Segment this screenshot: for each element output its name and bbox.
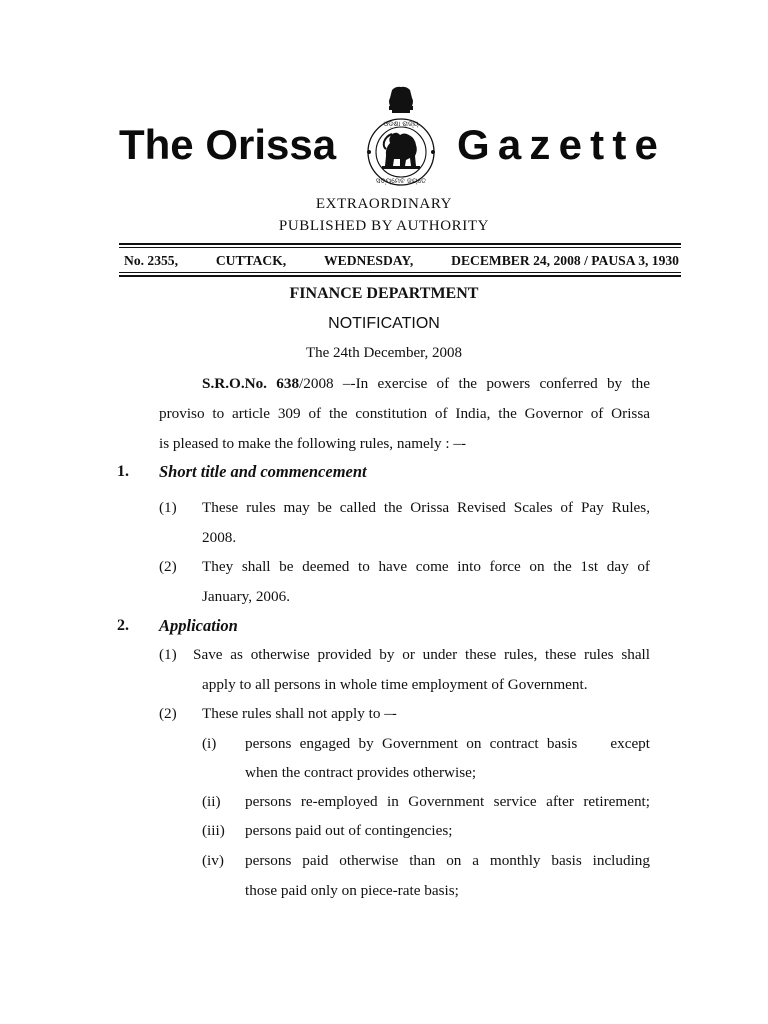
s1-clause-1-line-1: These rules may be called the Orissa Revised Scales of Pay Rules, <box>202 499 650 516</box>
header-rule-bottom-thin <box>119 272 681 273</box>
s1-clause-2-number: (2) <box>159 558 177 575</box>
preamble-line-3: is pleased to make the following rules, namely : –- <box>159 435 467 452</box>
section-2-title: Application <box>159 616 238 635</box>
s1-clause-1-line-2: 2008. <box>202 529 237 546</box>
s2-clause-1-line-2: apply to all persons in whole time employment of Government. <box>202 676 588 693</box>
issue-day: WEDNESDAY, <box>324 253 414 268</box>
emblem-text-top: ଓଡ଼ିଶା ରାଜ୍ୟ <box>383 120 419 128</box>
s2-subclause-iii-line-1: persons paid out of contingencies; <box>245 822 453 839</box>
emblem-text-bottom: ସତ୍ୟମେବ ଜୟତେ <box>375 177 427 185</box>
state-emblem-icon <box>352 86 450 192</box>
sro-number: S.R.O.No. 638 <box>202 375 300 392</box>
s2-clause-2-line-1: These rules shall not apply to –- <box>202 705 397 722</box>
s2-clause-1-line-1: Save as otherwise provided by or under these rules, these rules shall <box>193 646 650 663</box>
s1-clause-2-line-2: January, 2006. <box>202 588 291 605</box>
header-rule-bottom-thick <box>119 275 681 277</box>
s2-clause-1-number: (1) <box>159 646 177 663</box>
gazette-title-left: The Orissa <box>119 121 337 168</box>
s2-clause-2-number: (2) <box>159 705 177 722</box>
notification-heading: NOTIFICATION <box>328 315 440 332</box>
section-1-title: Short title and commencement <box>159 462 367 481</box>
issue-date: DECEMBER 24, 2008 / PAUSA 3, 1930 <box>451 253 679 268</box>
preamble-line-1-text: /2008 –-In exercise of the powers conferred by the <box>299 375 650 392</box>
preamble-line-2: proviso to article 309 of the constitution of India, the Governor of Orissa <box>159 405 650 422</box>
section-1-number: 1. <box>117 463 129 480</box>
header-rule-top-thin <box>119 247 681 248</box>
issue-line <box>124 253 679 269</box>
s2-subclause-i-number: (i) <box>202 735 217 752</box>
issue-number: No. 2355, <box>124 253 178 268</box>
s2-subclause-i-line-1: persons engaged by Government on contract basis except <box>245 735 650 752</box>
s2-subclause-iii-number: (iii) <box>202 822 225 839</box>
s1-clause-2-line-1: They shall be deemed to have come into force on the 1st day of <box>202 558 650 575</box>
header-rule-top-thick <box>119 243 681 245</box>
s2-subclause-ii-line-1: persons re-employed in Government service after retirement; <box>245 793 650 810</box>
department-heading: FINANCE DEPARTMENT <box>289 285 479 302</box>
gazette-title-right: Gazette <box>457 121 667 168</box>
s2-subclause-i-line-2: when the contract provides otherwise; <box>245 764 477 781</box>
published-by-authority-label: PUBLISHED BY AUTHORITY <box>278 218 490 234</box>
section-2-number: 2. <box>117 617 129 634</box>
s2-subclause-iv-number: (iv) <box>202 852 224 869</box>
s2-subclause-ii-number: (ii) <box>202 793 221 810</box>
preamble-line-1 <box>202 375 650 393</box>
notification-date: The 24th December, 2008 <box>305 345 462 361</box>
s2-subclause-iv-line-2: those paid only on piece-rate basis; <box>245 882 459 899</box>
extraordinary-label: EXTRAORDINARY <box>315 196 453 212</box>
issue-place: CUTTACK, <box>215 253 287 268</box>
s1-clause-1-number: (1) <box>159 499 177 516</box>
s2-subclause-iv-line-1: persons paid otherwise than on a monthly basis including <box>245 852 650 869</box>
